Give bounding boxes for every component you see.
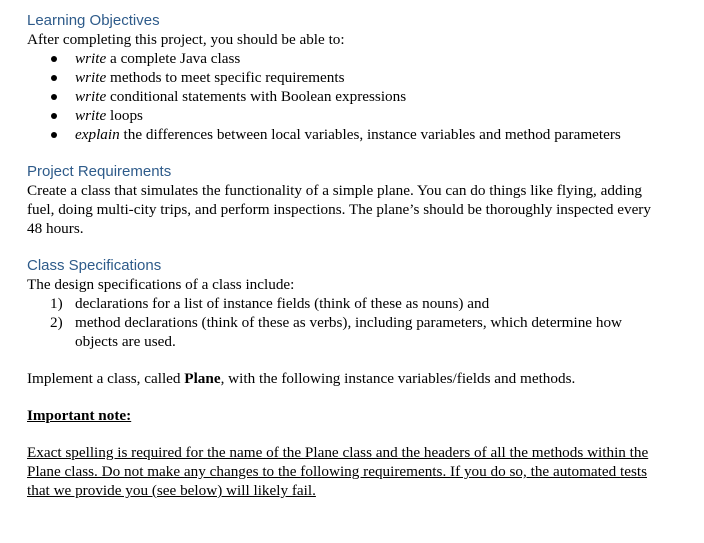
- list-item: [27, 49, 667, 68]
- objective-verb: write: [75, 50, 107, 67]
- class-specifications-heading: Class Specifications: [27, 257, 162, 274]
- objective-text: the differences between local variables, instance variables and method parameters: [119, 126, 621, 143]
- document-page: [27, 11, 667, 500]
- spacer: [27, 388, 667, 406]
- spec-text: declarations for a list of instance fields (think of these as nouns) and: [75, 295, 490, 312]
- objective-text: a complete Java class: [106, 50, 241, 67]
- spacer: [27, 238, 667, 256]
- objective-verb: write: [75, 107, 107, 124]
- important-note-label-text: Important note:: [27, 407, 132, 424]
- implement-paragraph: [27, 369, 667, 388]
- class-name: Plane: [184, 370, 221, 387]
- objective-verb: write: [75, 88, 107, 105]
- project-requirements-heading: Project Requirements: [27, 163, 172, 180]
- learning-objectives-intro: After completing this project, you should be able to:: [27, 31, 345, 48]
- objective-text: loops: [106, 107, 143, 124]
- project-requirements-body: Create a class that simulates the functionality of a simple plane. You can do things like flying, adding fuel, doing multi-city trips, and perform inspections. The plane’s should be thoroughly inspected every 48 hours.: [27, 182, 651, 237]
- list-number: 2): [50, 314, 63, 331]
- spacer: [27, 425, 667, 443]
- bullet-icon: [51, 113, 57, 119]
- important-note-text: Exact spelling is required for the name of the Plane class and the headers of all the methods within the Plane class. Do not make any changes to the following requirements. If you do so, the automated tests that we provide you (see below) will likely fail.: [27, 444, 649, 499]
- objective-verb: explain: [75, 126, 120, 143]
- objective-text: conditional statements with Boolean expressions: [106, 88, 407, 105]
- class-specifications-list: [27, 294, 667, 351]
- list-item: [27, 125, 667, 144]
- implement-text-after: , with the following instance variables/fields and methods.: [220, 370, 576, 387]
- learning-objectives-heading: Learning Objectives: [27, 12, 160, 29]
- list-item: [27, 294, 667, 313]
- class-specifications-intro: The design specifications of a class include:: [27, 276, 295, 293]
- bullet-icon: [51, 56, 57, 62]
- objective-verb: write: [75, 69, 107, 86]
- bullet-icon: [51, 75, 57, 81]
- objective-text: methods to meet specific requirements: [106, 69, 345, 86]
- bullet-icon: [51, 132, 57, 138]
- list-number: 1): [50, 295, 63, 312]
- list-item: [27, 87, 667, 106]
- list-item: [27, 313, 667, 351]
- bullet-icon: [51, 94, 57, 100]
- spec-text: method declarations (think of these as verbs), including parameters, which determine how objects are used.: [75, 314, 623, 350]
- list-item: [27, 106, 667, 125]
- spacer: [27, 144, 667, 162]
- important-note-label: [27, 406, 667, 425]
- spacer: [27, 351, 667, 369]
- learning-objectives-list: [27, 49, 667, 144]
- list-item: [27, 68, 667, 87]
- implement-text-before: Implement a class, called: [27, 370, 185, 387]
